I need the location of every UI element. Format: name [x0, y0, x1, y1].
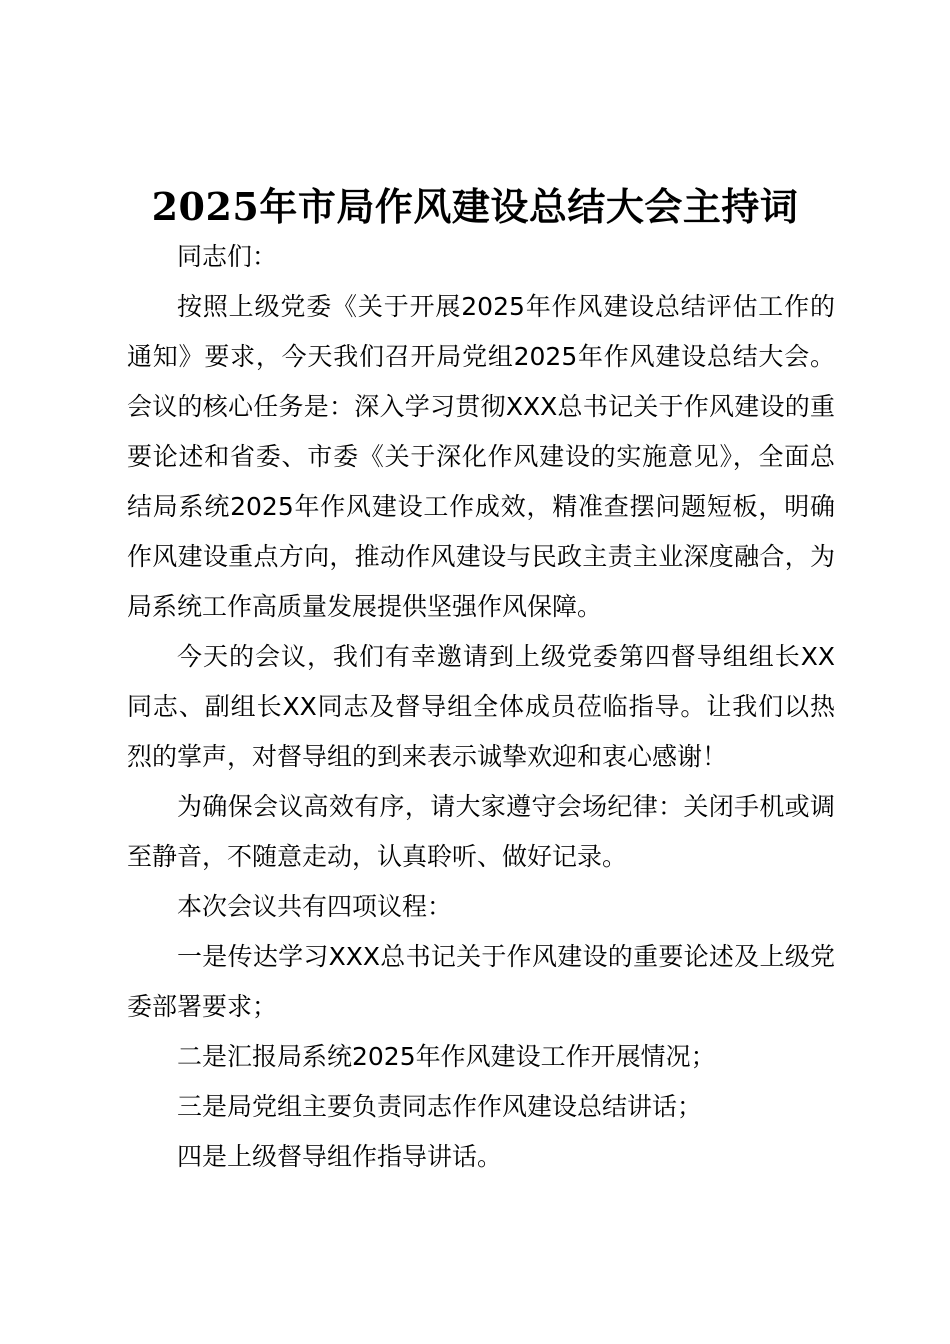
guests-welcome-paragraph: 今天的会议，我们有幸邀请到上级党委第四督导组组长XX同志、副组长XX同志及督导组全体成员莅临指导。让我们以热烈的掌声，对督导组的到来表示诚挚欢迎和衷心感谢！ — [127, 642, 835, 771]
document-title: 2025年市局作风建设总结大会主持词 — [151, 184, 799, 229]
salutation-paragraph: 同志们： — [177, 242, 278, 271]
agenda-item-1: 一是传达学习XXX总书记关于作风建设的重要论述及上级党委部署要求； — [127, 942, 835, 1021]
agenda-intro-paragraph: 本次会议共有四项议程： — [177, 892, 453, 921]
agenda-item-3: 三是局党组主要负责同志作作风建设总结讲话； — [177, 1092, 703, 1121]
agenda-item-4: 四是上级督导组作指导讲话。 — [177, 1142, 503, 1171]
meeting-purpose-paragraph: 按照上级党委《关于开展2025年作风建设总结评估工作的通知》要求，今天我们召开局党组2025年作风建设总结大会。会议的核心任务是：深入学习贯彻XXX总书记关于作风建设的重要论述和省委、市委《关于深化作风建设的实施意见》，全面总结局系统2025年作风建设工作成效，精准查摆问题短板，明确作风建设重点方向，推动作风建设与民政主责主业深度融合，为局系统工作高质量发展提供坚强作风保障。 — [127, 292, 835, 621]
document-body — [127, 232, 835, 1182]
meeting-discipline-paragraph: 为确保会议高效有序，请大家遵守会场纪律：关闭手机或调至静音，不随意走动，认真聆听、做好记录。 — [127, 792, 835, 871]
agenda-item-2: 二是汇报局系统2025年作风建设工作开展情况； — [177, 1042, 716, 1071]
